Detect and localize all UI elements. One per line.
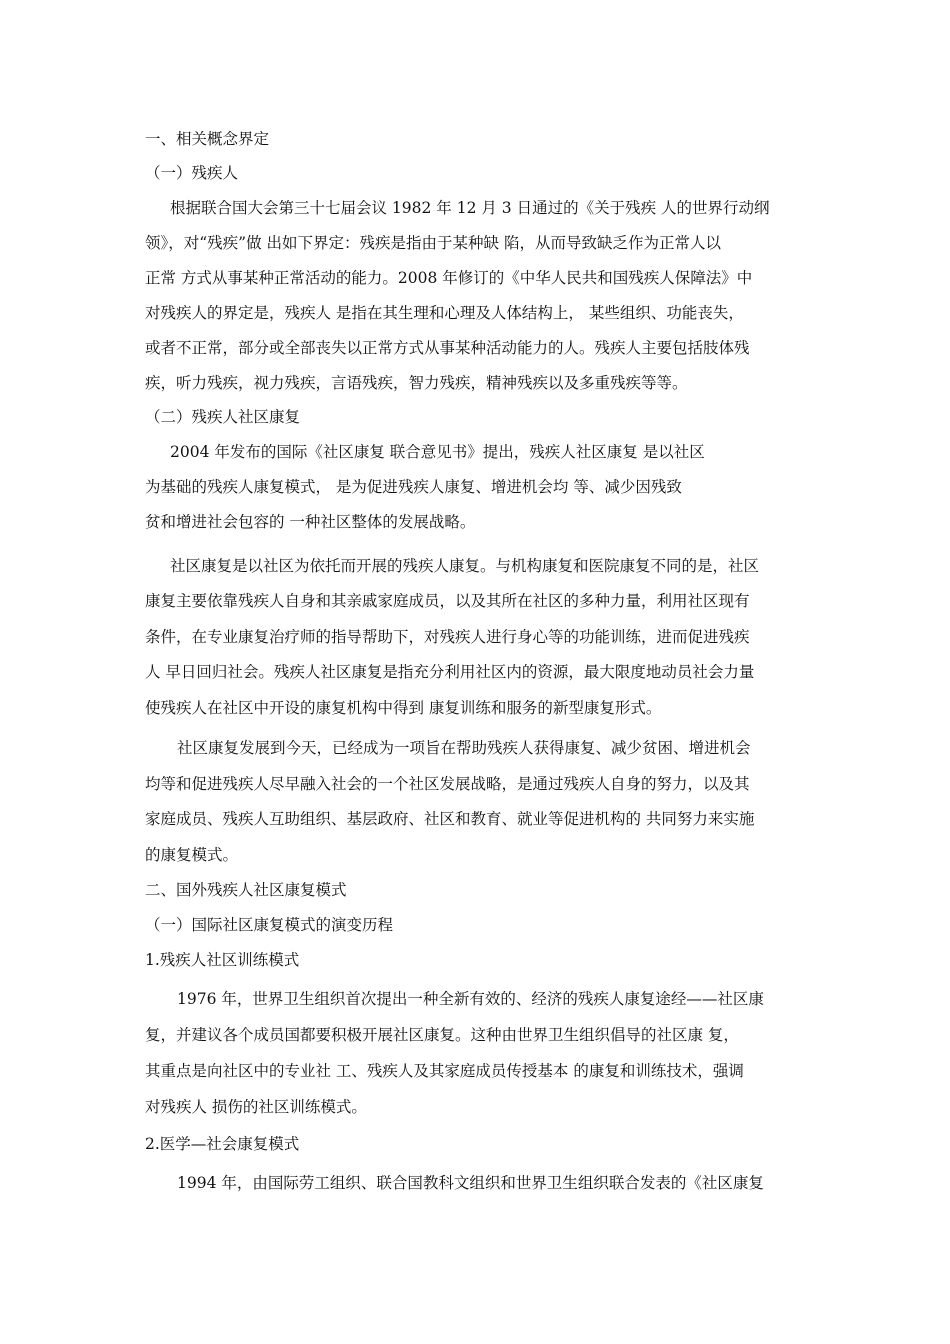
paragraph-line: 为基础的残疾人康复模式， 是为促进残疾人康复、增进机会均 等、减少因残致 (145, 478, 682, 496)
paragraph-line: 2004 年发布的国际《社区康复 联合意见书》提出，残疾人社区康复 是以社区 (170, 443, 705, 461)
paragraph-line: 正常 方式从事某种正常活动的能力。2008 年修订的《中华人民共和国残疾人保障法》中 (145, 269, 753, 287)
paragraph-line: 均等和促进残疾人尽早融入社会的一个社区发展战略，是通过残疾人自身的努力，以及其 (145, 775, 750, 793)
paragraph-line: 其重点是向社区中的专业社 工、残疾人及其家庭成员传授基本 的康复和训练技术，强调 (145, 1062, 744, 1080)
paragraph-line: 对残疾人的界定是，残疾人 是指在其生理和心理及人体结构上， 某些组织、功能丧失， (145, 304, 744, 322)
paragraph-line: 根据联合国大会第三十七届会议 1982 年 12 月 3 日通过的《关于残疾 人的世界行动纲 (170, 199, 770, 217)
paragraph-line: 1976 年，世界卫生组织首次提出一种全新有效的、经济的残疾人康复途经——社区康 (177, 990, 764, 1008)
paragraph-line: 1994 年，由国际劳工组织、联合国教科文组织和世界卫生组织联合发表的《社区康复 (177, 1174, 764, 1192)
paragraph-line: 复，并建议各个成员国都要积极开展社区康复。这种由世界卫生组织倡导的社区康 复， (145, 1026, 739, 1044)
paragraph-line: 领》，对“残疾”做 出如下界定：残疾是指由于某种缺 陷，从而导致缺乏作为正常人以 (145, 234, 721, 252)
paragraph-line: 贫和增进社会包容的 一种社区整体的发展战略。 (145, 513, 476, 531)
subsection-heading: （一）残疾人 (145, 164, 239, 182)
paragraph-line: 或者不正常，部分或全部丧失以正常方式从事某种活动能力的人。残疾人主要包括肢体残 (145, 339, 750, 357)
section-heading: 二、国外残疾人社区康复模式 (145, 881, 347, 899)
section-heading: 一、相关概念界定 (145, 130, 270, 148)
paragraph-line: 家庭成员、残疾人互助组织、基层政府、社区和教育、就业等促进机构的 共同努力来实施 (145, 810, 755, 828)
paragraph-line: 条件，在专业康复治疗师的指导帮助下，对残疾人进行身心等的功能训练，进而促进残疾 (145, 628, 750, 646)
paragraph-line: 使残疾人在社区中开设的康复机构中得到 康复训练和服务的新型康复形式。 (145, 699, 662, 717)
subsection-heading: （二）残疾人社区康复 (145, 408, 301, 426)
paragraph-line: 疾，听力残疾，视力残疾，言语残疾，智力残疾，精神残疾以及多重残疾等等。 (145, 374, 688, 392)
paragraph-line: 社区康复是以社区为依托而开展的残疾人康复。与机构康复和医院康复不同的是，社区 (170, 557, 760, 575)
paragraph-line: 康复主要依靠残疾人自身和其亲戚家庭成员，以及其所在社区的多种力量，利用社区现有 (145, 592, 750, 610)
paragraph-line: 人 早日回归社会。残疾人社区康复是指充分利用社区内的资源，最大限度地动员社会力量 (145, 663, 755, 681)
sub-subsection-heading: 2.医学—社会康复模式 (145, 1135, 300, 1153)
paragraph-line: 社区康复发展到今天，已经成为一项旨在帮助残疾人获得康复、减少贫困、增进机会 (177, 739, 751, 757)
sub-subsection-heading: 1.残疾人社区训练模式 (145, 951, 300, 969)
paragraph-line: 对残疾人 损伤的社区训练模式。 (145, 1098, 367, 1116)
paragraph-line: 的康复模式。 (145, 846, 239, 864)
subsection-heading: （一）国际社区康复模式的演变历程 (145, 916, 394, 934)
